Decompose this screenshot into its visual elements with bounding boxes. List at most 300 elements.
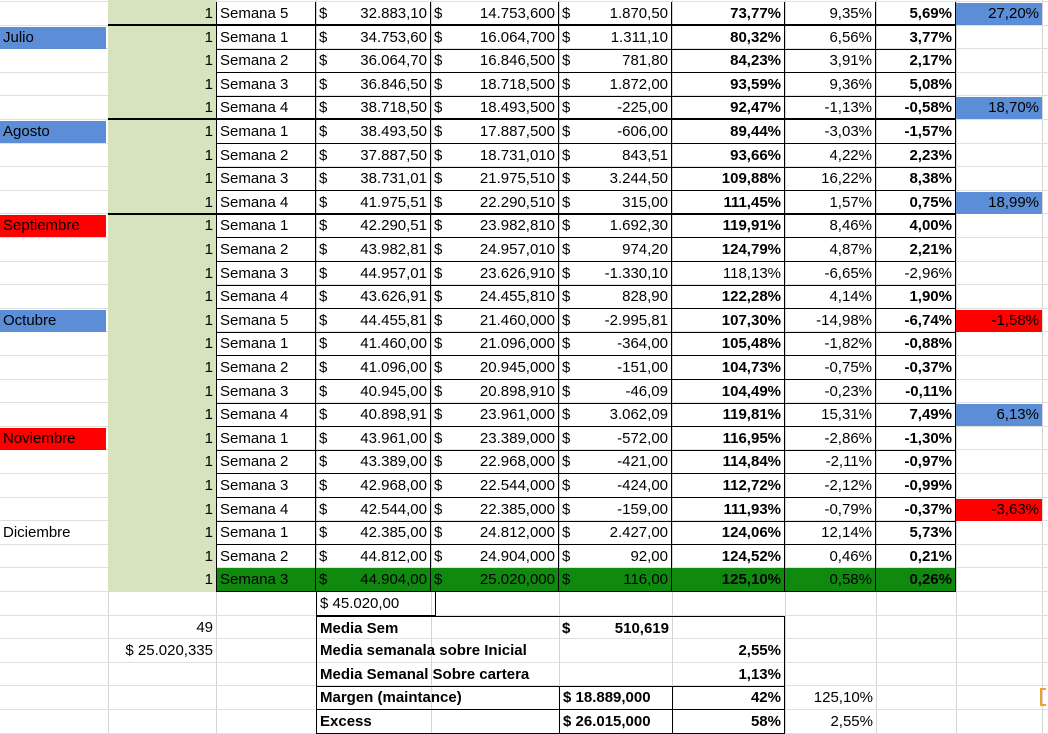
currency-symbol[interactable]: $ [316,2,339,26]
balance-cell[interactable]: 32.883,10 [339,2,431,26]
week-cell[interactable]: Semana 3 [216,380,316,404]
currency-symbol[interactable]: $ [559,191,580,215]
margen-pct[interactable]: 42% [672,686,785,710]
currency-symbol[interactable]: $ [316,356,339,380]
portfolio-pct-cell[interactable]: -0,99% [876,474,956,498]
portfolio-pct-cell[interactable]: -0,97% [876,450,956,474]
currency-symbol[interactable]: $ [431,403,452,427]
ratio-cell[interactable]: 93,59% [672,73,785,97]
currency-symbol[interactable]: $ [559,214,580,238]
count-cell[interactable]: 1 [204,76,213,93]
count-cell[interactable]: 1 [204,501,213,518]
change-cell[interactable]: 2.427,00 [580,521,672,545]
ratio-cell[interactable]: 104,49% [672,380,785,404]
currency-symbol[interactable]: $ [316,498,339,522]
count-cell[interactable]: 1 [204,123,213,140]
weekly-pct-cell[interactable]: 6,56% [785,26,876,50]
portfolio-pct-cell[interactable]: 4,00% [876,214,956,238]
week-cell[interactable]: Semana 4 [216,96,316,120]
excess-extra[interactable]: 2,55% [830,713,873,730]
change-cell[interactable]: -572,00 [580,427,672,451]
week-cell[interactable]: Semana 1 [216,521,316,545]
balance-cell[interactable]: 44.957,01 [339,262,431,286]
weekly-pct-cell[interactable]: -2,12% [785,474,876,498]
position-cell[interactable]: 24.455,810 [452,285,559,309]
position-cell[interactable]: 17.887,500 [452,120,559,144]
currency-symbol[interactable]: $ [316,49,339,73]
portfolio-pct-cell[interactable]: 0,75% [876,191,956,215]
currency-symbol[interactable]: $ [559,521,580,545]
weekly-pct-cell[interactable]: 4,14% [785,285,876,309]
balance-cell[interactable]: 36.846,50 [339,73,431,97]
week-cell[interactable]: Semana 2 [216,450,316,474]
ratio-cell[interactable]: 84,23% [672,49,785,73]
currency-symbol[interactable]: $ [559,450,580,474]
balance-cell[interactable]: 38.493,50 [339,120,431,144]
currency-symbol[interactable]: $ [316,380,339,404]
currency-symbol[interactable]: $ [559,120,580,144]
change-cell[interactable]: 3.244,50 [580,167,672,191]
media-cartera-label[interactable]: Media Semanal Sobre cartera [316,663,672,687]
portfolio-pct-cell[interactable]: -2,96% [876,262,956,286]
count-cell[interactable]: 1 [204,359,213,376]
week-cell[interactable]: Semana 1 [216,214,316,238]
ratio-cell[interactable]: 114,84% [672,450,785,474]
count-cell[interactable]: 1 [204,288,213,305]
currency-symbol[interactable]: $ [431,49,452,73]
currency-symbol[interactable]: $ [316,144,339,168]
weekly-pct-cell[interactable]: 8,46% [785,214,876,238]
month-label[interactable]: Septiembre [0,215,106,237]
weekly-pct-cell[interactable]: -1,13% [785,96,876,120]
week-cell[interactable]: Semana 3 [216,73,316,97]
empty-cell[interactable] [672,616,785,640]
currency-symbol[interactable]: $ [316,474,339,498]
currency-symbol[interactable]: $ [431,2,452,26]
weekly-pct-cell[interactable]: -2,11% [785,450,876,474]
portfolio-pct-cell[interactable]: 2,17% [876,49,956,73]
currency-symbol[interactable]: $ [431,498,452,522]
currency-symbol[interactable]: $ [316,427,339,451]
position-cell[interactable]: 23.389,000 [452,427,559,451]
position-cell[interactable]: 16.064,700 [452,26,559,50]
currency-symbol[interactable]: $ [559,427,580,451]
count-cell[interactable]: 1 [204,524,213,541]
week-cell[interactable]: Semana 4 [216,285,316,309]
change-cell[interactable]: 1.872,00 [580,73,672,97]
position-cell[interactable]: 18.493,500 [452,96,559,120]
media-cartera-value[interactable]: 1,13% [672,663,785,687]
ratio-cell[interactable]: 80,32% [672,26,785,50]
currency-symbol[interactable]: $ [431,521,452,545]
portfolio-pct-cell[interactable]: 5,08% [876,73,956,97]
weekly-pct-cell[interactable]: 3,91% [785,49,876,73]
currency-symbol[interactable]: $ [431,73,452,97]
count-cell[interactable]: 1 [108,2,216,26]
change-cell[interactable]: 828,90 [580,285,672,309]
weekly-pct-cell[interactable]: 15,31% [785,403,876,427]
position-cell[interactable]: 25.020,000 [452,568,559,592]
currency-symbol[interactable]: $ [559,356,580,380]
weekly-pct-cell[interactable]: 16,22% [785,167,876,191]
currency-symbol[interactable]: $ [559,285,580,309]
currency-symbol[interactable]: $ [316,403,339,427]
weekly-pct-cell[interactable]: -3,03% [785,120,876,144]
balance-cell[interactable]: 40.898,91 [339,403,431,427]
position-cell[interactable]: 21.975,510 [452,167,559,191]
portfolio-pct-cell[interactable]: 2,21% [876,238,956,262]
change-cell[interactable]: 1.311,10 [580,26,672,50]
week-cell[interactable]: Semana 2 [216,144,316,168]
ratio-cell[interactable]: 93,66% [672,144,785,168]
balance-cell[interactable]: 42.290,51 [339,214,431,238]
change-cell[interactable]: -364,00 [580,332,672,356]
change-cell[interactable]: 781,80 [580,49,672,73]
currency-symbol[interactable]: $ [316,26,339,50]
position-cell[interactable]: 23.626,910 [452,262,559,286]
month-label[interactable]: Diciembre [3,524,71,541]
position-cell[interactable]: 23.961,000 [452,403,559,427]
portfolio-pct-cell[interactable]: -0,11% [876,380,956,404]
currency-symbol[interactable]: $ [431,474,452,498]
month-total-cell[interactable]: -3,63% [956,499,1042,521]
currency-symbol[interactable]: $ [431,427,452,451]
ratio-cell[interactable]: 124,52% [672,545,785,569]
balance-cell[interactable]: 38.718,50 [339,96,431,120]
count-cell[interactable]: 1 [108,96,216,120]
margen-extra[interactable]: 125,10% [813,689,873,706]
ratio-cell[interactable]: 109,88% [672,167,785,191]
media-sem-label[interactable]: Media Sem [316,616,559,640]
change-cell[interactable]: -159,00 [580,498,672,522]
portfolio-pct-cell[interactable]: -0,58% [876,96,956,120]
currency-symbol[interactable]: $ [559,309,580,333]
balance-cell[interactable]: 34.753,60 [339,26,431,50]
month-total-cell[interactable]: -1,58% [956,310,1042,332]
change-cell[interactable]: -225,00 [580,96,672,120]
currency-symbol[interactable]: $ [431,120,452,144]
position-cell[interactable]: 14.753,600 [452,2,559,26]
portfolio-pct-cell[interactable]: 5,69% [876,2,956,26]
week-cell[interactable]: Semana 4 [216,191,316,215]
selection-handle[interactable] [1040,688,1046,706]
currency-symbol[interactable]: $ [316,285,339,309]
change-cell[interactable]: 116,00 [580,568,672,592]
count-cell[interactable]: 1 [204,430,213,447]
currency-symbol[interactable]: $ [431,191,452,215]
count-cell[interactable]: 1 [204,147,213,164]
position-cell[interactable]: 20.945,000 [452,356,559,380]
currency-symbol[interactable]: $ [431,238,452,262]
weekly-pct-cell[interactable]: -2,86% [785,427,876,451]
week-cell[interactable]: Semana 5 [216,309,316,333]
position-cell[interactable]: 18.718,500 [452,73,559,97]
count-cell[interactable]: 1 [204,383,213,400]
currency-symbol[interactable]: $ [431,545,452,569]
balance-cell[interactable]: 43.961,00 [339,427,431,451]
ratio-cell[interactable]: 111,45% [672,191,785,215]
position-cell[interactable]: 22.290,510 [452,191,559,215]
weekly-pct-cell[interactable]: 9,35% [785,2,876,26]
currency-symbol[interactable]: $ [559,238,580,262]
count-cell[interactable]: 1 [204,170,213,187]
excess-pct[interactable]: 58% [672,710,785,734]
portfolio-pct-cell[interactable]: 0,21% [876,545,956,569]
currency-symbol[interactable]: $ [431,309,452,333]
week-cell[interactable]: Semana 1 [216,332,316,356]
week-cell[interactable]: Semana 3 [216,167,316,191]
balance-cell[interactable]: 41.975,51 [339,191,431,215]
position-cell[interactable]: 20.898,910 [452,380,559,404]
weekly-pct-cell[interactable]: -0,23% [785,380,876,404]
balance-cell[interactable]: 36.064,70 [339,49,431,73]
currency-symbol[interactable]: $ [316,262,339,286]
currency-symbol[interactable]: $ [316,521,339,545]
weekly-pct-cell[interactable]: 1,57% [785,191,876,215]
week-cell[interactable]: Semana 4 [216,403,316,427]
portfolio-pct-cell[interactable]: 7,49% [876,403,956,427]
count-cell[interactable]: 1 [204,477,213,494]
currency-symbol[interactable]: $ [316,73,339,97]
currency-symbol[interactable]: $ [431,285,452,309]
weekly-pct-cell[interactable]: 4,87% [785,238,876,262]
portfolio-pct-cell[interactable]: -0,37% [876,356,956,380]
weekly-pct-cell[interactable]: 0,58% [785,568,876,592]
portfolio-pct-cell[interactable]: 8,38% [876,167,956,191]
count-cell[interactable]: 1 [108,191,216,215]
count-cell[interactable]: 1 [204,265,213,282]
weeks-count[interactable]: 49 [196,619,213,636]
currency-symbol[interactable]: $ [431,568,452,592]
final-value[interactable]: $ 45.020,00 [316,592,436,616]
count-cell[interactable]: 1 [204,453,213,470]
change-cell[interactable]: 1.870,50 [580,2,672,26]
currency-symbol[interactable]: $ [559,498,580,522]
currency-symbol[interactable]: $ [316,167,339,191]
position-cell[interactable]: 22.385,000 [452,498,559,522]
count-cell[interactable]: 1 [204,548,213,565]
currency-symbol[interactable]: $ [316,238,339,262]
ratio-cell[interactable]: 119,81% [672,403,785,427]
week-cell[interactable]: Semana 2 [216,545,316,569]
currency-symbol[interactable]: $ [559,380,580,404]
currency-symbol[interactable]: $ [431,262,452,286]
week-cell[interactable]: Semana 3 [216,568,316,592]
month-total-cell[interactable]: 18,99% [956,192,1042,214]
week-cell[interactable]: Semana 1 [216,120,316,144]
currency-symbol[interactable]: $ [559,332,580,356]
change-cell[interactable]: -606,00 [580,120,672,144]
ratio-cell[interactable]: 104,73% [672,356,785,380]
position-cell[interactable]: 23.982,810 [452,214,559,238]
count-cell[interactable]: 1 [204,571,213,588]
currency-symbol[interactable]: $ [316,568,339,592]
currency-symbol[interactable]: $ [559,568,580,592]
count-cell[interactable]: 1 [204,29,213,46]
weekly-pct-cell[interactable]: -0,79% [785,498,876,522]
portfolio-pct-cell[interactable]: -6,74% [876,309,956,333]
weekly-pct-cell[interactable]: 0,46% [785,545,876,569]
weekly-pct-cell[interactable]: -6,65% [785,262,876,286]
portfolio-pct-cell[interactable]: 0,26% [876,568,956,592]
month-total-cell[interactable]: 18,70% [956,97,1042,119]
week-cell[interactable]: Semana 3 [216,474,316,498]
currency-symbol[interactable]: $ [559,144,580,168]
currency-symbol[interactable]: $ [559,26,580,50]
position-cell[interactable]: 16.846,500 [452,49,559,73]
count-cell[interactable]: 1 [204,52,213,69]
week-cell[interactable]: Semana 1 [216,427,316,451]
currency-symbol[interactable]: $ [559,96,580,120]
ratio-cell[interactable]: 124,06% [672,521,785,545]
ratio-cell[interactable]: 111,93% [672,498,785,522]
ratio-cell[interactable]: 107,30% [672,309,785,333]
currency-symbol[interactable]: $ [316,120,339,144]
portfolio-pct-cell[interactable]: -1,30% [876,427,956,451]
ratio-cell[interactable]: 122,28% [672,285,785,309]
balance-cell[interactable]: 37.887,50 [339,144,431,168]
currency-symbol[interactable]: $ [316,450,339,474]
currency-symbol[interactable]: $ [431,356,452,380]
currency-symbol[interactable]: $ [316,191,339,215]
margen-value[interactable]: $ 18.889,000 [559,686,672,710]
portfolio-pct-cell[interactable]: 3,77% [876,26,956,50]
month-label[interactable]: Julio [0,27,106,49]
ratio-cell[interactable]: 89,44% [672,120,785,144]
media-inicial-value[interactable]: 2,55% [672,639,785,663]
position-cell[interactable]: 24.957,010 [452,238,559,262]
ratio-cell[interactable]: 125,10% [672,568,785,592]
portfolio-pct-cell[interactable]: -1,57% [876,120,956,144]
balance-cell[interactable]: 43.389,00 [339,450,431,474]
change-cell[interactable]: 843,51 [580,144,672,168]
currency-symbol[interactable]: $ [431,450,452,474]
excess-value[interactable]: $ 26.015,000 [559,710,672,734]
count-cell[interactable]: 1 [204,312,213,329]
currency-symbol[interactable]: $ [559,262,580,286]
balance-cell[interactable]: 42.385,00 [339,521,431,545]
month-total-cell[interactable]: 27,20% [956,3,1042,25]
week-cell[interactable]: Semana 2 [216,356,316,380]
currency-symbol[interactable]: $ [559,167,580,191]
weekly-pct-cell[interactable]: 9,36% [785,73,876,97]
week-cell[interactable]: Semana 3 [216,262,316,286]
position-cell[interactable]: 21.096,000 [452,332,559,356]
change-cell[interactable]: -2.995,81 [580,309,672,333]
ratio-cell[interactable]: 92,47% [672,96,785,120]
currency-symbol[interactable]: $ [316,214,339,238]
portfolio-pct-cell[interactable]: -0,37% [876,498,956,522]
total-value[interactable]: $ 25.020,335 [125,642,213,659]
currency-symbol[interactable]: $ [559,616,590,640]
weekly-pct-cell[interactable]: 12,14% [785,521,876,545]
portfolio-pct-cell[interactable]: 1,90% [876,285,956,309]
media-sem-value[interactable]: 510,619 [590,616,672,640]
position-cell[interactable]: 21.460,000 [452,309,559,333]
week-cell[interactable]: Semana 1 [216,26,316,50]
balance-cell[interactable]: 38.731,01 [339,167,431,191]
month-label[interactable]: Agosto [0,121,106,143]
currency-symbol[interactable]: $ [431,167,452,191]
change-cell[interactable]: 3.062,09 [580,403,672,427]
balance-cell[interactable]: 44.904,00 [339,568,431,592]
balance-cell[interactable]: 40.945,00 [339,380,431,404]
portfolio-pct-cell[interactable]: 2,23% [876,144,956,168]
count-cell[interactable]: 1 [204,217,213,234]
balance-cell[interactable]: 41.460,00 [339,332,431,356]
change-cell[interactable]: -421,00 [580,450,672,474]
weekly-pct-cell[interactable]: 4,22% [785,144,876,168]
position-cell[interactable]: 24.812,000 [452,521,559,545]
currency-symbol[interactable]: $ [316,309,339,333]
change-cell[interactable]: -46,09 [580,380,672,404]
weekly-pct-cell[interactable]: -14,98% [785,309,876,333]
currency-symbol[interactable]: $ [559,2,580,26]
month-total-cell[interactable]: 6,13% [956,404,1042,426]
currency-symbol[interactable]: $ [431,214,452,238]
currency-symbol[interactable]: $ [316,332,339,356]
balance-cell[interactable]: 43.982,81 [339,238,431,262]
position-cell[interactable]: 22.544,000 [452,474,559,498]
position-cell[interactable]: 22.968,000 [452,450,559,474]
currency-symbol[interactable]: $ [431,96,452,120]
currency-symbol[interactable]: $ [431,26,452,50]
change-cell[interactable]: -151,00 [580,356,672,380]
portfolio-pct-cell[interactable]: 5,73% [876,521,956,545]
currency-symbol[interactable]: $ [559,49,580,73]
ratio-cell[interactable]: 73,77% [672,2,785,26]
ratio-cell[interactable]: 119,91% [672,214,785,238]
ratio-cell[interactable]: 112,72% [672,474,785,498]
week-cell[interactable]: Semana 2 [216,238,316,262]
balance-cell[interactable]: 44.812,00 [339,545,431,569]
change-cell[interactable]: 92,00 [580,545,672,569]
balance-cell[interactable]: 43.626,91 [339,285,431,309]
ratio-cell[interactable]: 124,79% [672,238,785,262]
week-cell[interactable]: Semana 4 [216,498,316,522]
count-cell[interactable]: 1 [204,335,213,352]
ratio-cell[interactable]: 118,13% [672,262,785,286]
balance-cell[interactable]: 41.096,00 [339,356,431,380]
currency-symbol[interactable]: $ [559,73,580,97]
week-cell[interactable]: Semana 5 [216,2,316,26]
balance-cell[interactable]: 42.968,00 [339,474,431,498]
ratio-cell[interactable]: 116,95% [672,427,785,451]
balance-cell[interactable]: 44.455,81 [339,309,431,333]
margen-label[interactable]: Margen (maintance) [316,686,559,710]
count-cell[interactable]: 1 [204,406,213,423]
count-cell[interactable]: 1 [204,241,213,258]
month-label[interactable]: Noviembre [0,428,106,450]
currency-symbol[interactable]: $ [559,545,580,569]
position-cell[interactable]: 24.904,000 [452,545,559,569]
position-cell[interactable]: 18.731,010 [452,144,559,168]
change-cell[interactable]: 1.692,30 [580,214,672,238]
change-cell[interactable]: 315,00 [580,191,672,215]
excess-label[interactable]: Excess [316,710,559,734]
weekly-pct-cell[interactable]: -1,82% [785,332,876,356]
currency-symbol[interactable]: $ [316,96,339,120]
currency-symbol[interactable]: $ [559,474,580,498]
currency-symbol[interactable]: $ [431,380,452,404]
month-label[interactable]: Octubre [0,310,106,332]
change-cell[interactable]: -424,00 [580,474,672,498]
week-cell[interactable]: Semana 2 [216,49,316,73]
currency-symbol[interactable]: $ [431,332,452,356]
change-cell[interactable]: -1.330,10 [580,262,672,286]
currency-symbol[interactable]: $ [431,144,452,168]
ratio-cell[interactable]: 105,48% [672,332,785,356]
